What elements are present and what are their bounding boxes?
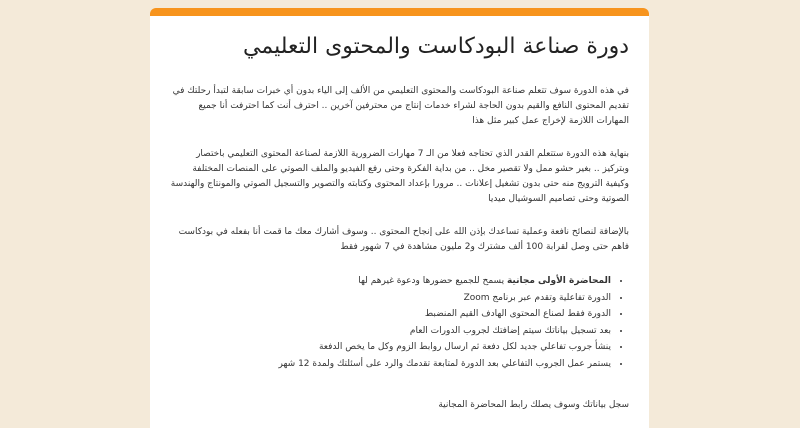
course-card	[150, 8, 649, 428]
results-paragraph: بالإضافة لنصائح نافعة وعملية تساعدك بإذن الله على إنجاح المحتوى .. وسوف أشارك معك ما قمت أنا بفعله في بودكاست فاهم حتى وصل لقرابة 100 ألف مشترك و2 مليون مشاهدة في 7 شهور فقط	[178, 227, 629, 252]
free-lecture-label: المحاضرة الأولى مجانية	[506, 276, 611, 286]
list-item: • يستمر عمل الجروب التفاعلي بعد الدورة لمتابعة تقدمك والرد على أسئلتك ولمدة 12 شهر	[170, 356, 611, 373]
list-item: • ينشأ جروب تفاعلي جديد لكل دفعة ثم ارسال روابط الزوم وكل ما يخص الدفعة	[170, 339, 611, 356]
features-list	[170, 273, 629, 372]
register-note: سجل بياناتك وسوف يصلك رابط المحاضرة المجانية	[438, 400, 629, 410]
list-item: • بعد تسجيل بياناتك سيتم إضافتك لجروب الدورات العام	[170, 323, 611, 340]
list-item	[170, 273, 611, 290]
skills-paragraph: بنهاية هذه الدورة ستتعلم القدر الذي تحتاجه فعلا من الـ 7 مهارات الضرورية اللازمة لصناعة المحتوى التعليمي باختصار وبتركيز .. بغير حشو ممل ولا تقصير مخل .. من بداية الفكرة وحتى رفع الفيديو والملف الصوتي على المنصات المختلفة وكيفية الترويج منه حتى بدون تشغيل إعلانات .. مرورا بإعداد المحتوى وكتابته والتصوير والتسجيل الصوتي والمونتاج والهندسة الصوتية وحتى تصاميم السوشيال ميديا	[170, 149, 629, 204]
list-item: • الدورة تفاعلية وتقدم عبر برنامج Zoom	[170, 290, 611, 307]
free-lecture-text: يسمح للجميع حضورها ودعوة غيرهم لها	[358, 276, 507, 286]
list-item: • الدورة فقط لصناع المحتوى الهادف القيم المنضبط	[170, 306, 611, 323]
intro-paragraph: في هذه الدورة سوف تتعلم صناعة البودكاست والمحتوى التعليمي من الألف إلى الياء بدون أي خبرات سابقة لتبدأ رحلتك في تقديم المحتوى النافع والقيم بدون الحاجة لشراء خدمات إنتاج من محترفين آخرين .. احترف أنت كما احترفت أنا جميع المهارات اللازمة لإخراج عمل كبير مثل هذا	[172, 86, 629, 126]
page-title: دورة صناعة البودكاست والمحتوى التعليمي	[243, 34, 629, 59]
